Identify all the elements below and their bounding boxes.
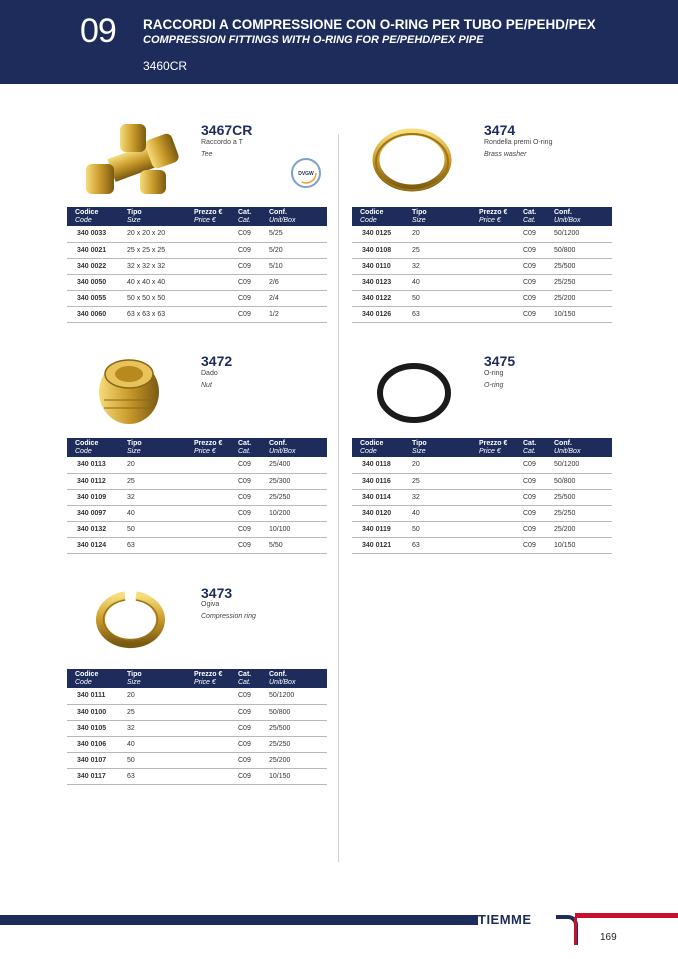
cell-unit-box: 10/150 xyxy=(265,768,327,784)
cell-category: C09 xyxy=(234,720,265,736)
table-row xyxy=(67,242,327,258)
product-code: 3472 xyxy=(201,353,233,369)
cell-price xyxy=(475,537,519,553)
cell-price xyxy=(190,521,234,537)
cell-size: 20 xyxy=(408,457,475,473)
cell-code: 340 0050 xyxy=(67,274,123,290)
cell-price xyxy=(190,704,234,720)
product-name-english: Tee xyxy=(201,151,213,158)
cell-size: 40 xyxy=(123,736,190,752)
cell-price xyxy=(475,521,519,537)
cell-category: C09 xyxy=(234,505,265,521)
table-row xyxy=(352,505,612,521)
cell-price xyxy=(190,258,234,274)
cell-size: 50 xyxy=(123,521,190,537)
cell-price xyxy=(190,306,234,322)
product-name-italian: Rondella premi O-ring xyxy=(484,139,553,146)
section-title-italian: RACCORDI A COMPRESSIONE CON O-RING PER TUBO PE/PEHD/PEX xyxy=(143,17,596,32)
cell-unit-box: 50/800 xyxy=(265,704,327,720)
dvgw-badge-icon xyxy=(290,157,322,189)
nut-image xyxy=(96,352,162,428)
cell-code: 340 0100 xyxy=(67,704,123,720)
product-name-english: O-ring xyxy=(484,382,504,389)
cell-code: 340 0120 xyxy=(352,505,408,521)
cell-size: 25 x 25 x 25 xyxy=(123,242,190,258)
table-row xyxy=(67,473,327,489)
table-header-row xyxy=(67,669,327,688)
chapter-number: 09 xyxy=(80,12,116,50)
cell-category: C09 xyxy=(234,274,265,290)
product-name-english: Nut xyxy=(201,382,212,389)
product-code: 3475 xyxy=(484,353,516,369)
table-row xyxy=(352,290,612,306)
column-header-category: Cat. Cat. xyxy=(519,438,550,457)
column-header-code: Codice Code xyxy=(352,207,408,226)
table-row xyxy=(352,242,612,258)
cell-size: 32 xyxy=(408,258,475,274)
cell-category: C09 xyxy=(234,736,265,752)
cell-price xyxy=(190,473,234,489)
cell-unit-box: 25/400 xyxy=(265,457,327,473)
column-header-unit-box: Conf. Unit/Box xyxy=(265,207,327,226)
column-divider xyxy=(338,134,339,862)
cell-code: 340 0021 xyxy=(67,242,123,258)
product-name-italian: O-ring xyxy=(484,370,504,377)
cell-code: 340 0097 xyxy=(67,505,123,521)
column-header-unit-box: Conf. Unit/Box xyxy=(550,438,612,457)
cell-unit-box: 10/150 xyxy=(550,306,612,322)
cell-code: 340 0122 xyxy=(352,290,408,306)
cell-price xyxy=(190,457,234,473)
cell-category: C09 xyxy=(519,537,550,553)
cell-category: C09 xyxy=(519,521,550,537)
cell-category: C09 xyxy=(519,226,550,242)
cell-code: 340 0055 xyxy=(67,290,123,306)
compression-ring-image xyxy=(92,588,166,652)
table-header-row xyxy=(67,438,327,457)
column-header-price: Prezzo € Price € xyxy=(475,438,519,457)
column-header-code: Codice Code xyxy=(67,669,123,688)
cell-code: 340 0126 xyxy=(352,306,408,322)
table-row xyxy=(67,306,327,322)
cell-price xyxy=(475,457,519,473)
cell-code: 340 0022 xyxy=(67,258,123,274)
o-ring-image xyxy=(374,360,454,426)
cell-price xyxy=(190,489,234,505)
cell-price xyxy=(190,505,234,521)
column-header-size: Tipo Size xyxy=(123,207,190,226)
cell-unit-box: 5/25 xyxy=(265,226,327,242)
cell-code: 340 0109 xyxy=(67,489,123,505)
cell-category: C09 xyxy=(234,537,265,553)
cell-price xyxy=(190,537,234,553)
table-header-row xyxy=(352,207,612,226)
table-row xyxy=(352,258,612,274)
product-name-italian: Raccordo a T xyxy=(201,139,243,146)
cell-unit-box: 25/500 xyxy=(550,258,612,274)
cell-category: C09 xyxy=(234,768,265,784)
cell-price xyxy=(190,768,234,784)
cell-unit-box: 25/500 xyxy=(550,489,612,505)
cell-category: C09 xyxy=(234,290,265,306)
cell-unit-box: 50/1200 xyxy=(550,226,612,242)
cell-category: C09 xyxy=(234,688,265,704)
cell-unit-box: 2/4 xyxy=(265,290,327,306)
cell-code: 340 0117 xyxy=(67,768,123,784)
cell-category: C09 xyxy=(519,457,550,473)
cell-category: C09 xyxy=(234,457,265,473)
cell-size: 50 xyxy=(408,521,475,537)
cell-size: 50 xyxy=(123,752,190,768)
product-code: 3474 xyxy=(484,122,516,138)
table-header-row xyxy=(352,438,612,457)
cell-code: 340 0106 xyxy=(67,736,123,752)
footer-hook-accent xyxy=(574,917,582,945)
cell-price xyxy=(190,752,234,768)
table-row xyxy=(67,505,327,521)
table-row xyxy=(352,489,612,505)
footer-bar xyxy=(0,915,478,925)
column-header-size: Tipo Size xyxy=(123,669,190,688)
column-header-size: Tipo Size xyxy=(408,438,475,457)
table-row xyxy=(67,720,327,736)
product-name-english: Compression ring xyxy=(201,613,256,620)
cell-size: 63 xyxy=(123,537,190,553)
table-row xyxy=(67,274,327,290)
cell-code: 340 0111 xyxy=(67,688,123,704)
cell-category: C09 xyxy=(234,473,265,489)
cell-code: 340 0119 xyxy=(352,521,408,537)
table-row xyxy=(67,489,327,505)
cell-size: 20 xyxy=(408,226,475,242)
cell-unit-box: 10/200 xyxy=(265,505,327,521)
cell-category: C09 xyxy=(519,242,550,258)
cell-price xyxy=(475,290,519,306)
column-header-code: Codice Code xyxy=(67,207,123,226)
cell-unit-box: 25/200 xyxy=(265,752,327,768)
table-row xyxy=(352,274,612,290)
table-row xyxy=(67,258,327,274)
cell-size: 32 xyxy=(123,489,190,505)
cell-unit-box: 25/250 xyxy=(265,736,327,752)
table-row xyxy=(67,688,327,704)
column-header-price: Prezzo € Price € xyxy=(190,438,234,457)
cell-price xyxy=(475,274,519,290)
cell-price xyxy=(475,306,519,322)
cell-size: 63 xyxy=(408,537,475,553)
brass-washer-image xyxy=(370,126,454,192)
cell-price xyxy=(190,720,234,736)
cell-code: 340 0060 xyxy=(67,306,123,322)
column-header-category: Cat. Cat. xyxy=(234,207,265,226)
cell-code: 340 0113 xyxy=(67,457,123,473)
cell-code: 340 0124 xyxy=(67,537,123,553)
cell-size: 63 xyxy=(123,768,190,784)
cell-category: C09 xyxy=(234,752,265,768)
cell-size: 63 xyxy=(408,306,475,322)
table-row xyxy=(67,704,327,720)
product-code: 3467CR xyxy=(201,122,253,138)
footer-accent-bar xyxy=(575,913,678,918)
cell-price xyxy=(190,736,234,752)
tee-fitting-image xyxy=(80,118,180,200)
product-table-3475 xyxy=(352,438,612,554)
cell-code: 340 0107 xyxy=(67,752,123,768)
cell-price xyxy=(475,226,519,242)
cell-unit-box: 1/2 xyxy=(265,306,327,322)
product-name-english: Brass washer xyxy=(484,151,527,158)
product-table-3474 xyxy=(352,207,612,323)
column-header-code: Codice Code xyxy=(352,438,408,457)
cell-size: 50 x 50 x 50 xyxy=(123,290,190,306)
cell-code: 340 0110 xyxy=(352,258,408,274)
cell-price xyxy=(475,489,519,505)
cell-category: C09 xyxy=(234,306,265,322)
table-header-row xyxy=(67,207,327,226)
column-header-category: Cat. Cat. xyxy=(234,438,265,457)
cell-size: 25 xyxy=(123,704,190,720)
page-header xyxy=(0,0,678,84)
cell-code: 340 0033 xyxy=(67,226,123,242)
cell-price xyxy=(190,290,234,306)
table-row xyxy=(352,306,612,322)
column-header-price: Prezzo € Price € xyxy=(190,207,234,226)
column-header-price: Prezzo € Price € xyxy=(190,669,234,688)
table-row xyxy=(67,768,327,784)
cell-code: 340 0118 xyxy=(352,457,408,473)
cell-size: 20 x 20 x 20 xyxy=(123,226,190,242)
cell-category: C09 xyxy=(519,258,550,274)
section-title-english: COMPRESSION FITTINGS WITH O-RING FOR PE/PEHD/PEX PIPE xyxy=(143,34,484,46)
column-header-unit-box: Conf. Unit/Box xyxy=(550,207,612,226)
cell-size: 32 x 32 x 32 xyxy=(123,258,190,274)
column-header-unit-box: Conf. Unit/Box xyxy=(265,669,327,688)
cell-category: C09 xyxy=(519,505,550,521)
table-row xyxy=(67,457,327,473)
product-name-italian: Ogiva xyxy=(201,601,220,608)
brand-logo: TIEMME xyxy=(478,912,532,927)
table-row xyxy=(67,290,327,306)
table-row xyxy=(352,521,612,537)
cell-category: C09 xyxy=(519,473,550,489)
cell-code: 340 0108 xyxy=(352,242,408,258)
cell-code: 340 0116 xyxy=(352,473,408,489)
cell-unit-box: 25/250 xyxy=(265,489,327,505)
table-row xyxy=(352,226,612,242)
cell-category: C09 xyxy=(234,489,265,505)
cell-unit-box: 50/1200 xyxy=(265,688,327,704)
cell-code: 340 0125 xyxy=(352,226,408,242)
table-row xyxy=(352,537,612,553)
cell-size: 20 xyxy=(123,688,190,704)
table-row xyxy=(67,537,327,553)
cell-unit-box: 5/20 xyxy=(265,242,327,258)
product-name-italian: Dado xyxy=(201,370,218,377)
series-code: 3460CR xyxy=(143,59,188,73)
cell-unit-box: 5/50 xyxy=(265,537,327,553)
cell-size: 40 x 40 x 40 xyxy=(123,274,190,290)
cell-category: C09 xyxy=(519,306,550,322)
cell-size: 32 xyxy=(408,489,475,505)
table-row xyxy=(352,473,612,489)
cell-category: C09 xyxy=(234,704,265,720)
column-header-size: Tipo Size xyxy=(123,438,190,457)
cell-code: 340 0112 xyxy=(67,473,123,489)
product-code: 3473 xyxy=(201,585,233,601)
cell-category: C09 xyxy=(519,274,550,290)
column-header-category: Cat. Cat. xyxy=(234,669,265,688)
column-header-price: Prezzo € Price € xyxy=(475,207,519,226)
cell-unit-box: 50/800 xyxy=(550,242,612,258)
cell-unit-box: 5/10 xyxy=(265,258,327,274)
cell-price xyxy=(190,226,234,242)
cell-unit-box: 25/500 xyxy=(265,720,327,736)
cell-size: 32 xyxy=(123,720,190,736)
cell-size: 40 xyxy=(123,505,190,521)
table-row xyxy=(67,521,327,537)
cell-category: C09 xyxy=(519,489,550,505)
cell-category: C09 xyxy=(234,226,265,242)
product-table-3467cr xyxy=(67,207,327,323)
cell-unit-box: 25/250 xyxy=(550,505,612,521)
cell-size: 40 xyxy=(408,505,475,521)
cell-unit-box: 50/1200 xyxy=(550,457,612,473)
cell-category: C09 xyxy=(234,521,265,537)
cell-code: 340 0105 xyxy=(67,720,123,736)
cell-code: 340 0132 xyxy=(67,521,123,537)
cell-size: 40 xyxy=(408,274,475,290)
cell-unit-box: 10/100 xyxy=(265,521,327,537)
cell-unit-box: 25/300 xyxy=(265,473,327,489)
cell-price xyxy=(190,688,234,704)
cell-category: C09 xyxy=(234,242,265,258)
cell-unit-box: 25/200 xyxy=(550,290,612,306)
column-header-size: Tipo Size xyxy=(408,207,475,226)
product-table-3472 xyxy=(67,438,327,554)
cell-size: 25 xyxy=(408,242,475,258)
cell-unit-box: 50/800 xyxy=(550,473,612,489)
table-row xyxy=(67,226,327,242)
column-header-unit-box: Conf. Unit/Box xyxy=(265,438,327,457)
cell-code: 340 0121 xyxy=(352,537,408,553)
cell-category: C09 xyxy=(234,258,265,274)
table-row xyxy=(67,736,327,752)
cell-price xyxy=(190,274,234,290)
cell-unit-box: 2/6 xyxy=(265,274,327,290)
cell-price xyxy=(475,258,519,274)
product-table-3473 xyxy=(67,669,327,785)
cell-code: 340 0123 xyxy=(352,274,408,290)
table-row xyxy=(67,752,327,768)
cell-price xyxy=(475,473,519,489)
cell-size: 20 xyxy=(123,457,190,473)
cell-size: 25 xyxy=(123,473,190,489)
cell-price xyxy=(475,505,519,521)
table-row xyxy=(352,457,612,473)
cell-price xyxy=(190,242,234,258)
cell-code: 340 0114 xyxy=(352,489,408,505)
cell-size: 25 xyxy=(408,473,475,489)
cell-unit-box: 25/250 xyxy=(550,274,612,290)
cell-size: 50 xyxy=(408,290,475,306)
cell-unit-box: 25/200 xyxy=(550,521,612,537)
cell-price xyxy=(475,242,519,258)
dvgw-badge-label: DVGW xyxy=(298,171,314,177)
column-header-code: Codice Code xyxy=(67,438,123,457)
cell-unit-box: 10/150 xyxy=(550,537,612,553)
page-number: 169 xyxy=(600,932,617,943)
column-header-category: Cat. Cat. xyxy=(519,207,550,226)
cell-size: 63 x 63 x 63 xyxy=(123,306,190,322)
cell-category: C09 xyxy=(519,290,550,306)
